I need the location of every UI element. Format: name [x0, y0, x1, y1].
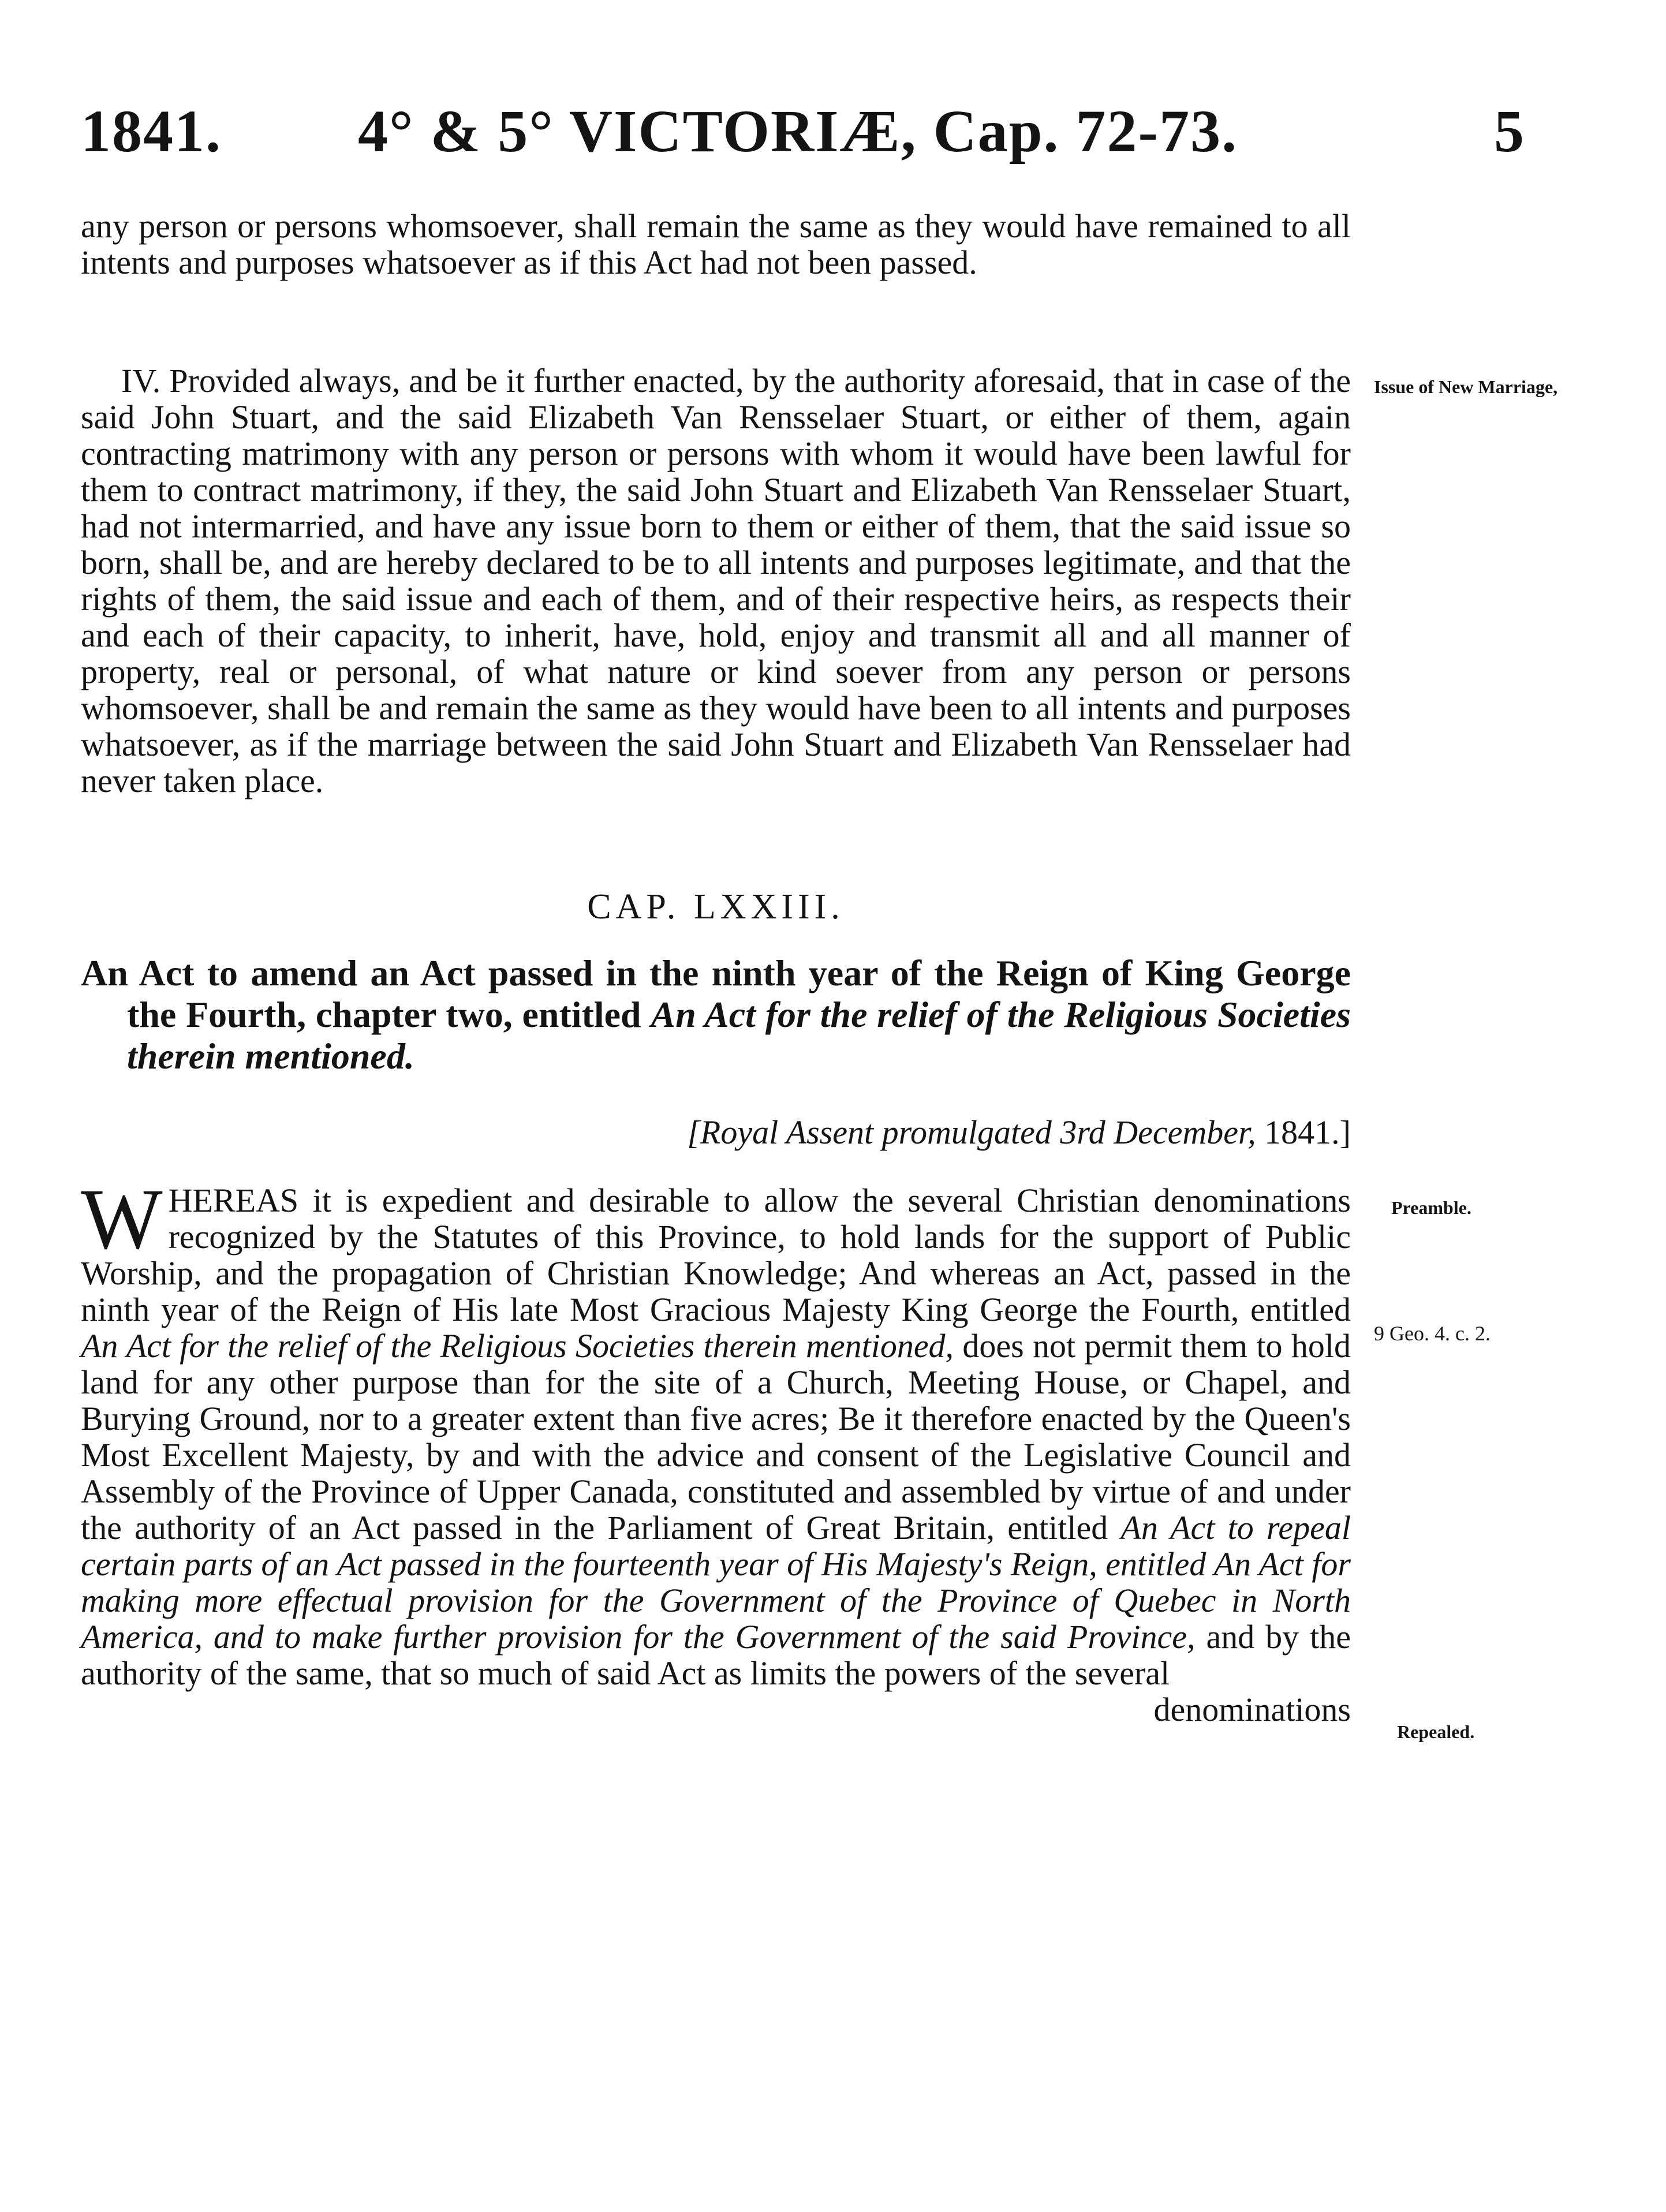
assent-year: 1841.]	[1256, 1114, 1351, 1151]
margin-note-citation: 9 Geo. 4. c. 2.	[1374, 1322, 1491, 1345]
margin-note-issue: Issue of New Marriage,	[1374, 376, 1558, 397]
preamble-part1: HEREAS it is expedient and desirable to allow the several Christian denominations recognized by the Statutes of this Province, to hold lands for the support of Public Worship, and the propagation of Christian Knowledge; And whereas an Act, passed in the ninth year of the Reign of His late Most Gracious Majesty King George the Fourth, entitled	[81, 1182, 1351, 1328]
preamble-text	[81, 1171, 1351, 1692]
section-iv-text: IV. Provided always, and be it further enacted, by the authority aforesaid, that in case of the said John Stuart, and the said Elizabeth Van Rensselaer Stuart, or either of them, again contracting matrimony with any person or persons with whom it would have been lawful for them to contract matrimony, if they, the said John Stuart and Elizabeth Van Rensselaer Stuart, had not intermarried, and have any issue born to them or either of them, that the said issue so born, shall be, and are hereby declared to be to all intents and purposes legitimate, and that the rights of them, the said issue and each of them, and of their respective heirs, as respects their and each of their capacity, to inherit, have, hold, enjoy and transmit all and all manner of property, real or personal, of what nature or kind soever from any person or persons whomsoever, shall be and remain the same as they would have been to all intents and purposes whatsoever, as if the marriage between the said John Stuart and Elizabeth Van Rensselaer had never taken place.	[81, 362, 1351, 799]
preamble-italic1: An Act for the relief of the Religious Societies therein mentioned,	[81, 1327, 954, 1365]
header-title: 4° & 5° VICTORIÆ, Cap. 72-73.	[358, 98, 1238, 165]
act-title-plain: An Act to amend an Act passed in the ninth year of the Reign of King George the Fourth, chapter two, entitled	[81, 952, 1351, 1035]
act-title-italic: An Act for the relief of the Religious Societies therein mentioned.	[127, 994, 1351, 1077]
catchword: denominations	[1153, 1691, 1351, 1728]
continuation-paragraph	[81, 208, 1351, 281]
running-head	[81, 97, 1524, 166]
preamble-part2: does not permit them to hold land for any other purpose than for the site of a Church, Meeting House, or Chapel, and Burying Ground, nor to a greater extent than five acres; Be it therefore enacted by the Queen's Most Excellent Majesty, by and with the advice and consent of the Legislative Council and Assembly of the Province of Upper Canada, constituted and assembled by virtue of and under the authority of an Act passed in the Parliament of Great Britain, entitled	[81, 1327, 1351, 1546]
section-iv	[81, 363, 1351, 799]
margin-note-preamble: Preamble.	[1391, 1197, 1471, 1218]
margin-note-repealed: Repealed.	[1397, 1721, 1475, 1742]
page-number: 5	[1494, 98, 1524, 165]
chapter-heading: CAP. LXXIII.	[587, 887, 845, 926]
royal-assent	[687, 1113, 1351, 1152]
header-year: 1841.	[81, 98, 222, 165]
continuation-text: any person or persons whomsoever, shall remain the same as they would have remained to all intents and purposes whatsoever as if this Act had not been passed.	[81, 207, 1351, 281]
drop-cap: W	[81, 1171, 163, 1267]
act-title	[81, 952, 1351, 1077]
assent-prefix: [Royal Assent promulgated 3rd December,	[687, 1114, 1256, 1151]
preamble-italic2: An Act to repeal certain parts of an Act passed in the fourteenth year of His Majesty's Reign, entitled An Act for making more effectual provision for the Government of the Province of Quebec in North America, and to make further provision for the Government of the said Province,	[81, 1509, 1351, 1656]
preamble-paragraph	[81, 1171, 1351, 1728]
preamble-part3: and by the authority of the same, that so much of said Act as limits the powers of the several	[81, 1618, 1351, 1692]
